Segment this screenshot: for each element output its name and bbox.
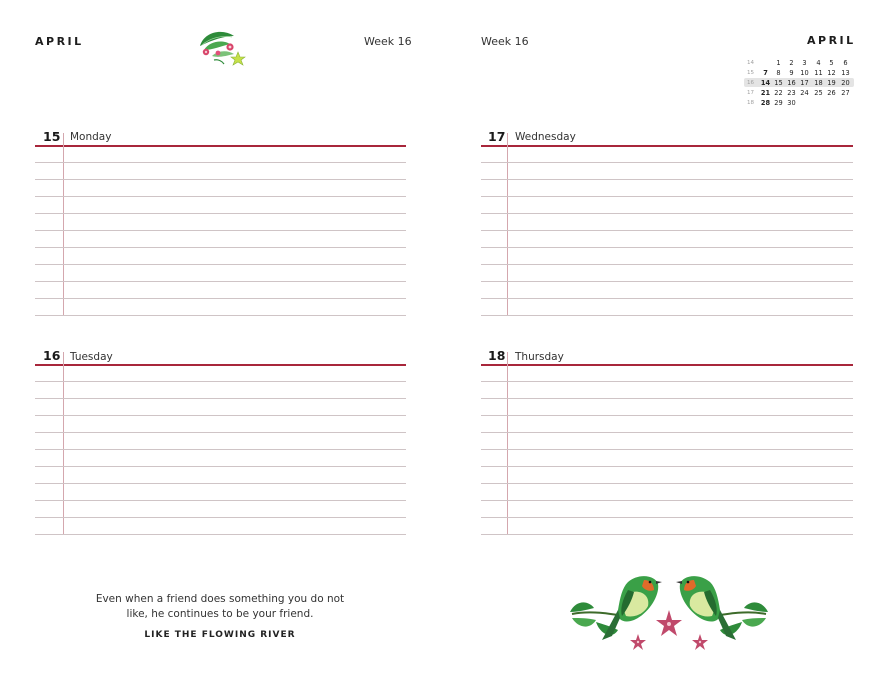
mini-day: 26	[827, 89, 836, 97]
red-rule	[35, 145, 406, 147]
day-name-tuesday: Tuesday	[70, 351, 113, 363]
rule-line	[35, 415, 406, 416]
day-name-monday: Monday	[70, 131, 112, 143]
red-rule	[481, 145, 853, 147]
mini-week-number: 14	[747, 60, 754, 66]
mini-day: 5	[829, 59, 834, 67]
rule-line	[35, 315, 406, 316]
mini-day: 24	[800, 89, 809, 97]
mini-day: 15	[774, 79, 783, 87]
mini-day: 11	[814, 69, 823, 77]
rule-line	[481, 398, 853, 399]
right-month-label: APRIL	[807, 34, 856, 47]
mini-day: 30	[787, 99, 796, 107]
rule-line	[481, 213, 853, 214]
mini-day: 10	[800, 69, 809, 77]
ruled-area-monday[interactable]	[35, 145, 406, 317]
margin-line	[507, 133, 508, 315]
rule-line	[481, 483, 853, 484]
rule-line	[481, 432, 853, 433]
tropical-leaf-flowers-icon	[194, 26, 250, 70]
rule-line	[35, 466, 406, 467]
mini-day: 12	[827, 69, 836, 77]
rule-line	[481, 179, 853, 180]
rule-line	[35, 162, 406, 163]
ruled-area-wednesday[interactable]	[481, 145, 853, 317]
rule-line	[481, 517, 853, 518]
mini-day: 9	[789, 69, 794, 77]
mini-week-number: 15	[747, 70, 754, 76]
ruled-area-tuesday[interactable]	[35, 364, 406, 536]
rule-line	[481, 230, 853, 231]
quote-line-1: Even when a friend does something you do not	[95, 593, 345, 605]
quote-text	[60, 592, 380, 622]
day-name-wednesday: Wednesday	[515, 131, 576, 143]
quote-line-2: like, he continues to be your friend.	[126, 608, 314, 620]
rule-line	[35, 449, 406, 450]
mini-day: 4	[816, 59, 821, 67]
rule-line	[481, 298, 853, 299]
mini-day: 29	[774, 99, 783, 107]
rule-line	[35, 500, 406, 501]
mini-day: 3	[802, 59, 807, 67]
quote-source: LIKE THE FLOWING RIVER	[144, 630, 296, 640]
mini-day: 1	[776, 59, 781, 67]
rule-line	[35, 483, 406, 484]
margin-line	[63, 133, 64, 315]
left-month-label: APRIL	[35, 35, 84, 48]
rule-line	[481, 315, 853, 316]
rule-line	[481, 381, 853, 382]
red-rule	[481, 364, 853, 366]
mini-day: 23	[787, 89, 796, 97]
red-rule	[35, 364, 406, 366]
rule-line	[35, 281, 406, 282]
rule-line	[481, 500, 853, 501]
ruled-area-thursday[interactable]	[481, 364, 853, 536]
rule-line	[35, 381, 406, 382]
rule-line	[35, 298, 406, 299]
mini-day: 13	[841, 69, 850, 77]
rule-line	[35, 264, 406, 265]
mini-week-number: 16	[747, 80, 754, 86]
day-number-thursday: 18	[488, 348, 506, 363]
rule-line	[481, 449, 853, 450]
mini-day: 20	[841, 79, 850, 87]
mini-calendar	[744, 59, 856, 109]
rule-line	[481, 415, 853, 416]
day-name-thursday: Thursday	[515, 351, 564, 363]
day-number-monday: 15	[43, 129, 61, 144]
rule-line	[35, 247, 406, 248]
mini-week-number: 18	[747, 100, 754, 106]
mini-day: 18	[814, 79, 823, 87]
rule-line	[481, 534, 853, 535]
mini-day: 2	[789, 59, 794, 67]
right-week-label: Week 16	[481, 35, 529, 48]
rule-line	[481, 466, 853, 467]
rule-line	[35, 196, 406, 197]
margin-line	[63, 352, 64, 534]
rule-line	[35, 213, 406, 214]
mini-day: 8	[776, 69, 781, 77]
mini-day: 17	[800, 79, 809, 87]
mini-day: 16	[787, 79, 796, 87]
two-birds-on-branch-icon	[562, 570, 776, 658]
mini-day: 27	[841, 89, 850, 97]
mini-day: 25	[814, 89, 823, 97]
rule-line	[481, 162, 853, 163]
day-number-wednesday: 17	[488, 129, 506, 144]
mini-day: 22	[774, 89, 783, 97]
rule-line	[481, 264, 853, 265]
rule-line	[35, 432, 406, 433]
rule-line	[481, 247, 853, 248]
mini-day: 6	[843, 59, 848, 67]
rule-line	[35, 179, 406, 180]
mini-day: 7	[763, 69, 768, 77]
rule-line	[35, 517, 406, 518]
mini-day: 28	[760, 99, 771, 107]
rule-line	[481, 281, 853, 282]
left-week-label: Week 16	[364, 35, 412, 48]
rule-line	[35, 398, 406, 399]
mini-day: 21	[760, 89, 771, 97]
mini-day: 19	[827, 79, 836, 87]
margin-line	[507, 352, 508, 534]
mini-day: 14	[760, 79, 771, 87]
mini-week-number: 17	[747, 90, 754, 96]
rule-line	[35, 230, 406, 231]
rule-line	[35, 534, 406, 535]
day-number-tuesday: 16	[43, 348, 61, 363]
rule-line	[481, 196, 853, 197]
